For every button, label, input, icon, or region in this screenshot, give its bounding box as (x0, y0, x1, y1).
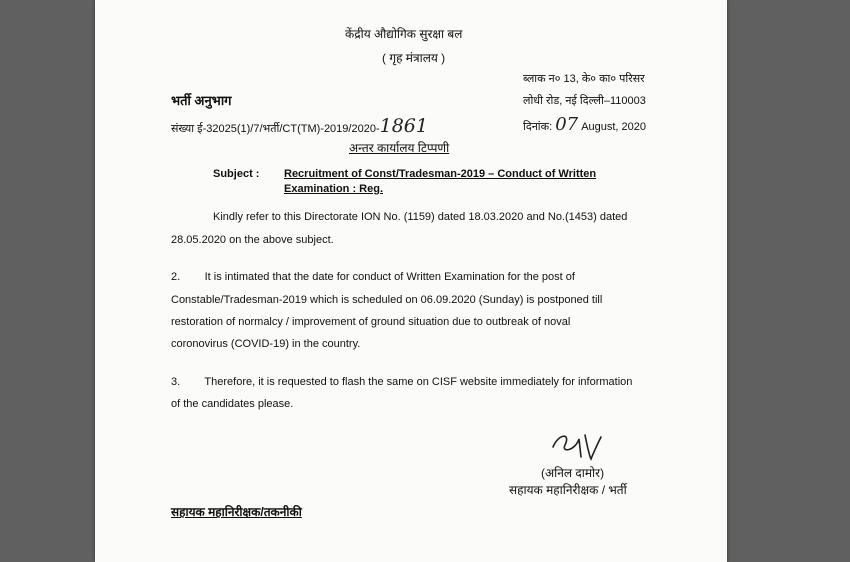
paragraph-3-line-2: of the candidates please. (171, 398, 294, 410)
handwritten-signature (545, 425, 615, 465)
date-label: दिनांक: (523, 121, 553, 133)
date-month-year: August, 2020 (581, 121, 647, 133)
addressee: सहायक महानिरीक्षक/तकनीकी (171, 505, 302, 519)
reference-handwritten: 1861 (379, 115, 428, 137)
subject-line-1: Recruitment of Const/Tradesman-2019 – Conduct of Written (284, 168, 597, 180)
ministry-name: ( गृह मंत्रालय ) (382, 51, 446, 65)
paragraph-2-line-4: coronovirus (COVID-19) in the country. (171, 338, 361, 350)
paragraph-1-line-2: 28.05.2020 on the above subject. (171, 234, 334, 246)
org-name: केंद्रीय औद्योगिक सुरक्षा बल (345, 27, 463, 41)
document-page (95, 0, 727, 562)
paragraph-2-line-3: restoration of normalcy / improvement of ground situation due to outbreak of noval (171, 316, 571, 328)
paragraph-3-line-1: 3. Therefore, it is requested to flash the same on CISF website immediately for information (171, 376, 633, 388)
paragraph-2-line-1: 2. It is intimated that the date for conduct of Written Examination for the post of (171, 271, 575, 283)
subject-line-2: Examination : Reg. (284, 183, 384, 195)
memo-title: अन्तर कार्यालय टिप्पणी (349, 141, 450, 155)
address-line-2: लोधी रोड, नई दिल्ली–110003 (523, 95, 646, 107)
reference-number (171, 115, 428, 137)
subject-label: Subject : (213, 168, 260, 180)
address-line-1: ब्लाक न० 13, के० का० परिसर (523, 73, 645, 85)
paragraph-2-line-2: Constable/Tradesman-2019 which is scheduled on 06.09.2020 (Sunday) is postponed till (171, 294, 603, 306)
paragraph-1-line-1: Kindly refer to this Directorate ION No. (1159) dated 18.03.2020 and No.(1453) dated (213, 211, 628, 223)
date-day-handwritten: 07 (555, 114, 579, 135)
department-name: भर्ती अनुभाग (171, 93, 232, 108)
signatory-name: (अनिल दामोर) (541, 466, 605, 480)
signatory-designation: सहायक महानिरीक्षक / भर्ती (509, 483, 627, 497)
reference-code: ई-32025(1)/7/भर्ती/CT(TM)-2019/2020- (197, 123, 380, 135)
reference-label: संख्या (171, 123, 195, 135)
document-date (523, 114, 646, 135)
